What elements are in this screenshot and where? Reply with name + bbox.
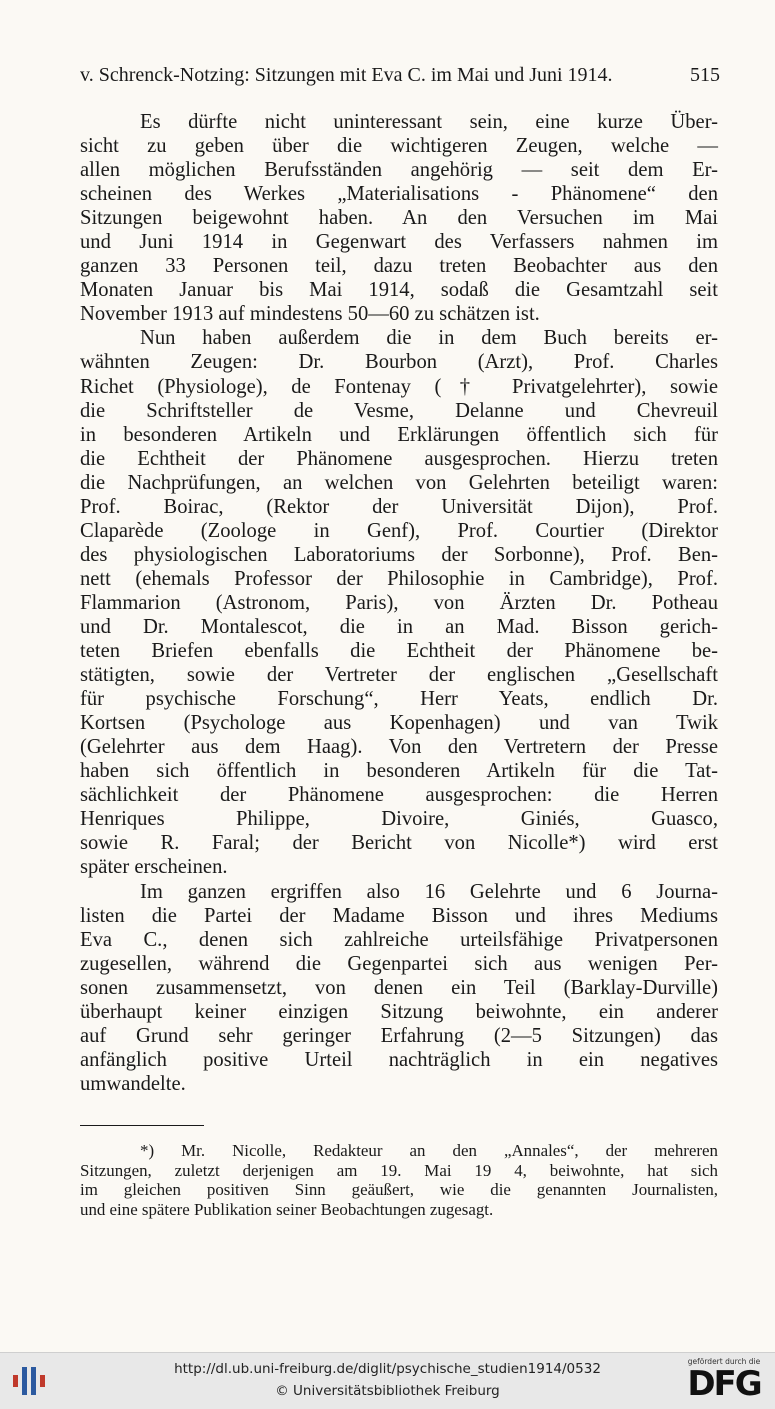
running-header	[80, 64, 720, 87]
body-line: des physiologischen Laboratoriums der Sorbonne), Prof. Ben-	[80, 543, 718, 566]
body-line: Flammarion (Astronom, Paris), von Ärzten Dr. Potheau	[80, 591, 718, 614]
footnote-rule	[80, 1125, 204, 1126]
body-line: Nun haben außerdem die in dem Buch bereits er-	[140, 327, 718, 350]
body-line: später erscheinen.	[80, 856, 228, 879]
body-line: ganzen 33 Personen teil, dazu treten Beobachter aus den	[80, 255, 718, 278]
body-line: Kortsen (Psychologe aus Kopenhagen) und van Twik	[80, 712, 718, 735]
body-line: listen die Partei der Madame Bisson und ihres Mediums	[80, 904, 718, 927]
body-line: Richet (Physiologe), de Fontenay († Privatgelehrter), sowie	[80, 375, 718, 398]
footnote-line: Sitzungen, zuletzt derjenigen am 19. Mai 19 4, beiwohnte, hat sich	[80, 1160, 718, 1180]
body-line: Claparède (Zoologe in Genf), Prof. Courtier (Direktor	[80, 519, 718, 542]
body-line: wähnten Zeugen: Dr. Bourbon (Arzt), Prof. Charles	[80, 351, 718, 374]
body-line: umwandelte.	[80, 1072, 186, 1095]
body-line: die Nachprüfungen, an welchen von Gelehrten beteiligt waren:	[80, 471, 718, 494]
body-line: Im ganzen ergriffen also 16 Gelehrte und 6 Journa-	[140, 880, 718, 903]
body-line: Sitzungen beigewohnt haben. An den Versuchen im Mai	[80, 207, 718, 230]
body-line: überhaupt keiner einzigen Sitzung beiwohnte, ein anderer	[80, 1000, 718, 1023]
body-line: allen möglichen Berufsständen angehörig — seit dem Er-	[80, 159, 718, 182]
footnote-line: im gleichen positiven Sinn geäußert, wie die genannten Journalisten,	[80, 1180, 718, 1199]
body-line: (Gelehrter aus dem Haag). Von den Vertretern der Presse	[80, 736, 718, 759]
running-title: v. Schrenck-Notzing: Sitzungen mit Eva C. im Mai und Juni 1914.	[80, 64, 613, 86]
body-line: auf Grund sehr geringer Erfahrung (2—5 Sitzungen) das	[80, 1024, 718, 1047]
body-line: Prof. Boirac, (Rektor der Universität Dijon), Prof.	[80, 495, 718, 518]
dfg-caption: gefördert durch die	[687, 1357, 761, 1366]
body-line: sowie R. Faral; der Bericht von Nicolle*) wird erst	[80, 832, 718, 855]
copyright-notice: © Universitätsbibliothek Freiburg	[275, 1383, 500, 1399]
body-line: Monaten Januar bis Mai 1914, sodaß die Gesamtzahl seit	[80, 279, 718, 302]
body-line: scheinen des Werkes „Materialisations - Phänomene“ den	[80, 183, 718, 206]
footnote-line: und eine spätere Publikation seiner Beobachtungen zugesagt.	[80, 1199, 494, 1219]
body-line: teten Briefen ebenfalls die Echtheit der Phänomene be-	[80, 640, 718, 663]
body-line: sächlichkeit der Phänomene ausgesprochen: die Herren	[80, 784, 718, 807]
body-line: und Dr. Montalescot, die in an Mad. Bisson gerich-	[80, 615, 718, 638]
body-line: nett (ehemals Professor der Philosophie in Cambridge), Prof.	[80, 567, 718, 590]
body-line: die Schriftsteller de Vesme, Delanne und Chevreuil	[80, 399, 718, 422]
body-line: stätigten, sowie der Vertreter der englischen „Gesellschaft	[80, 664, 718, 687]
body-line: November 1913 auf mindestens 50—60 zu schätzen ist.	[80, 303, 540, 326]
footnote	[80, 1141, 718, 1219]
body-line: in besonderen Artikeln und Erklärungen öffentlich sich für	[80, 423, 718, 446]
body-line: Henriques Philippe, Divoire, Giniés, Guasco,	[80, 808, 718, 831]
body-line: sicht zu geben über die wichtigeren Zeugen, welche —	[80, 135, 718, 158]
body-line: zugesellen, während die Gegenpartei sich aus wenigen Per-	[80, 952, 718, 975]
body-line: für psychische Forschung“, Herr Yeats, endlich Dr.	[80, 688, 718, 711]
page-url[interactable]: http://dl.ub.uni-freiburg.de/diglit/psychische_studien1914/0532	[174, 1361, 601, 1377]
footnote-line: *) Mr. Nicolle, Redakteur an den „Annales“, der mehreren	[140, 1141, 718, 1160]
body-text	[80, 110, 718, 1096]
body-line: haben sich öffentlich in besonderen Artikeln für die Tat-	[80, 760, 718, 783]
body-line: und Juni 1914 in Gegenwart des Verfassers nahmen im	[80, 231, 718, 254]
viewer-footer-bar	[0, 1352, 775, 1409]
body-line: Es dürfte nicht uninteressant sein, eine kurze Über-	[140, 111, 718, 133]
dfg-logo-text: DFG	[687, 1364, 761, 1404]
body-line: die Echtheit der Phänomene ausgesprochen. Hierzu treten	[80, 447, 718, 470]
dfg-logo[interactable]	[683, 1357, 765, 1405]
body-line: sonen zusammensetzt, von denen ein Teil (Barklay-Durville)	[80, 976, 718, 999]
body-line: Eva C., denen sich zahlreiche urteilsfähige Privatpersonen	[80, 928, 718, 951]
body-line: anfänglich positive Urteil nachträglich in ein negatives	[80, 1048, 718, 1071]
page-number: 515	[690, 64, 720, 86]
